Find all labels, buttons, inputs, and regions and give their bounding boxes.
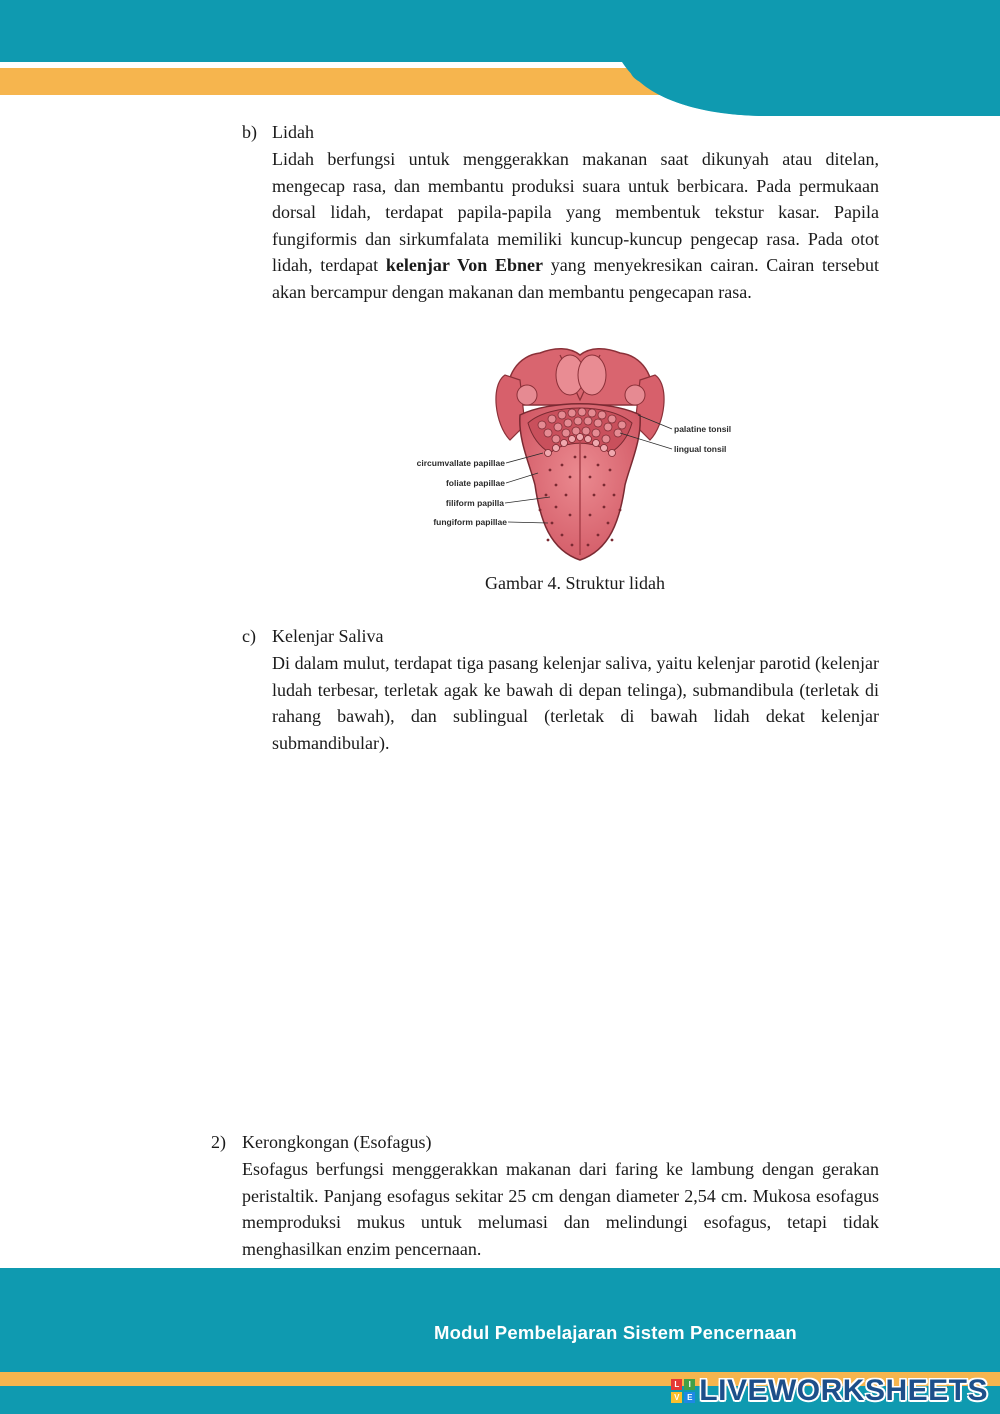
section-2-paragraph: Esofagus berfungsi menggerakkan makanan dari faring ke lambung dengan gerakan peristaltik. Panjang esofagus sekitar 25 cm dengan diameter 2,54 cm. Mukosa esofagus memproduksi mukus untuk melumasi dan melindungi esofagus, tetapi tidak menghasilkan enzim pencernaan. <box>242 1159 879 1259</box>
liveworksheets-grid-icon <box>671 1379 695 1403</box>
palatine-tonsil-right <box>625 385 645 405</box>
section-b-paragraph <box>272 146 879 306</box>
header-decoration <box>0 0 1000 120</box>
liveworksheets-logo[interactable] <box>671 1374 988 1408</box>
label-lingual-tonsil: lingual tonsil <box>674 444 727 454</box>
section-c-title: Kelenjar Saliva <box>272 626 384 646</box>
liveworksheets-text: LIVEWORKSHEETS <box>699 1374 988 1407</box>
section-c-paragraph: Di dalam mulut, terdapat tiga pasang kelenjar saliva, yaitu kelenjar parotid (kelenjar ludah terbesar, terletak agak ke bawah di depan telinga), submandibula (terletak di rahang bawah), dan sublingual (terletak di bawah lidah dekat kelenjar submandibular). <box>272 653 879 753</box>
section-b-marker: b) <box>242 122 257 142</box>
label-palatine-tonsil: palatine tonsil <box>674 424 732 434</box>
label-foliate: foliate papillae <box>445 478 505 488</box>
grid-letter-v: V <box>671 1392 682 1403</box>
tongue-figure <box>410 345 760 570</box>
grid-letter-e: E <box>684 1392 695 1403</box>
grid-letter-i: I <box>684 1379 695 1390</box>
label-fungiform: fungiform papillae <box>433 517 507 527</box>
palatine-tonsil-left <box>517 385 537 405</box>
label-circumvallate: circumvallate papillae <box>416 458 505 468</box>
section-c-marker: c) <box>242 626 256 646</box>
section-2-marker: 2) <box>211 1132 226 1152</box>
section-b-title: Lidah <box>272 122 314 142</box>
section-b-text-1: Lidah berfungsi untuk menggerakkan makanan saat dikunyah atau ditelan, mengecap rasa, dan membantu produksi suara untuk berbicara. Pada permukaan dorsal lidah, terdapat papila-papila yang membentuk tekstur kasar. Papila fungiformis dan sirkumfalata memiliki kuncup-kuncup pengecap rasa. Pada otot lidah, terdapat <box>272 149 879 276</box>
label-filiform: filiform papilla <box>445 498 504 508</box>
footer-title: Modul Pembelajaran Sistem Pencernaan <box>434 1322 797 1343</box>
header-orange-stripe <box>0 68 660 95</box>
grid-letter-l: L <box>671 1379 682 1390</box>
section-b-text-2: yang menyekresikan cairan. Cairan tersebut akan bercampur dengan makanan dan membantu pengecapan rasa. <box>272 255 879 302</box>
von-ebner-bold: kelenjar Von Ebner <box>385 255 544 276</box>
section-2-title: Kerongkongan (Esofagus) <box>242 1132 432 1152</box>
figure-caption: Gambar 4. Struktur lidah <box>485 573 665 593</box>
footer-band <box>0 1268 1000 1372</box>
